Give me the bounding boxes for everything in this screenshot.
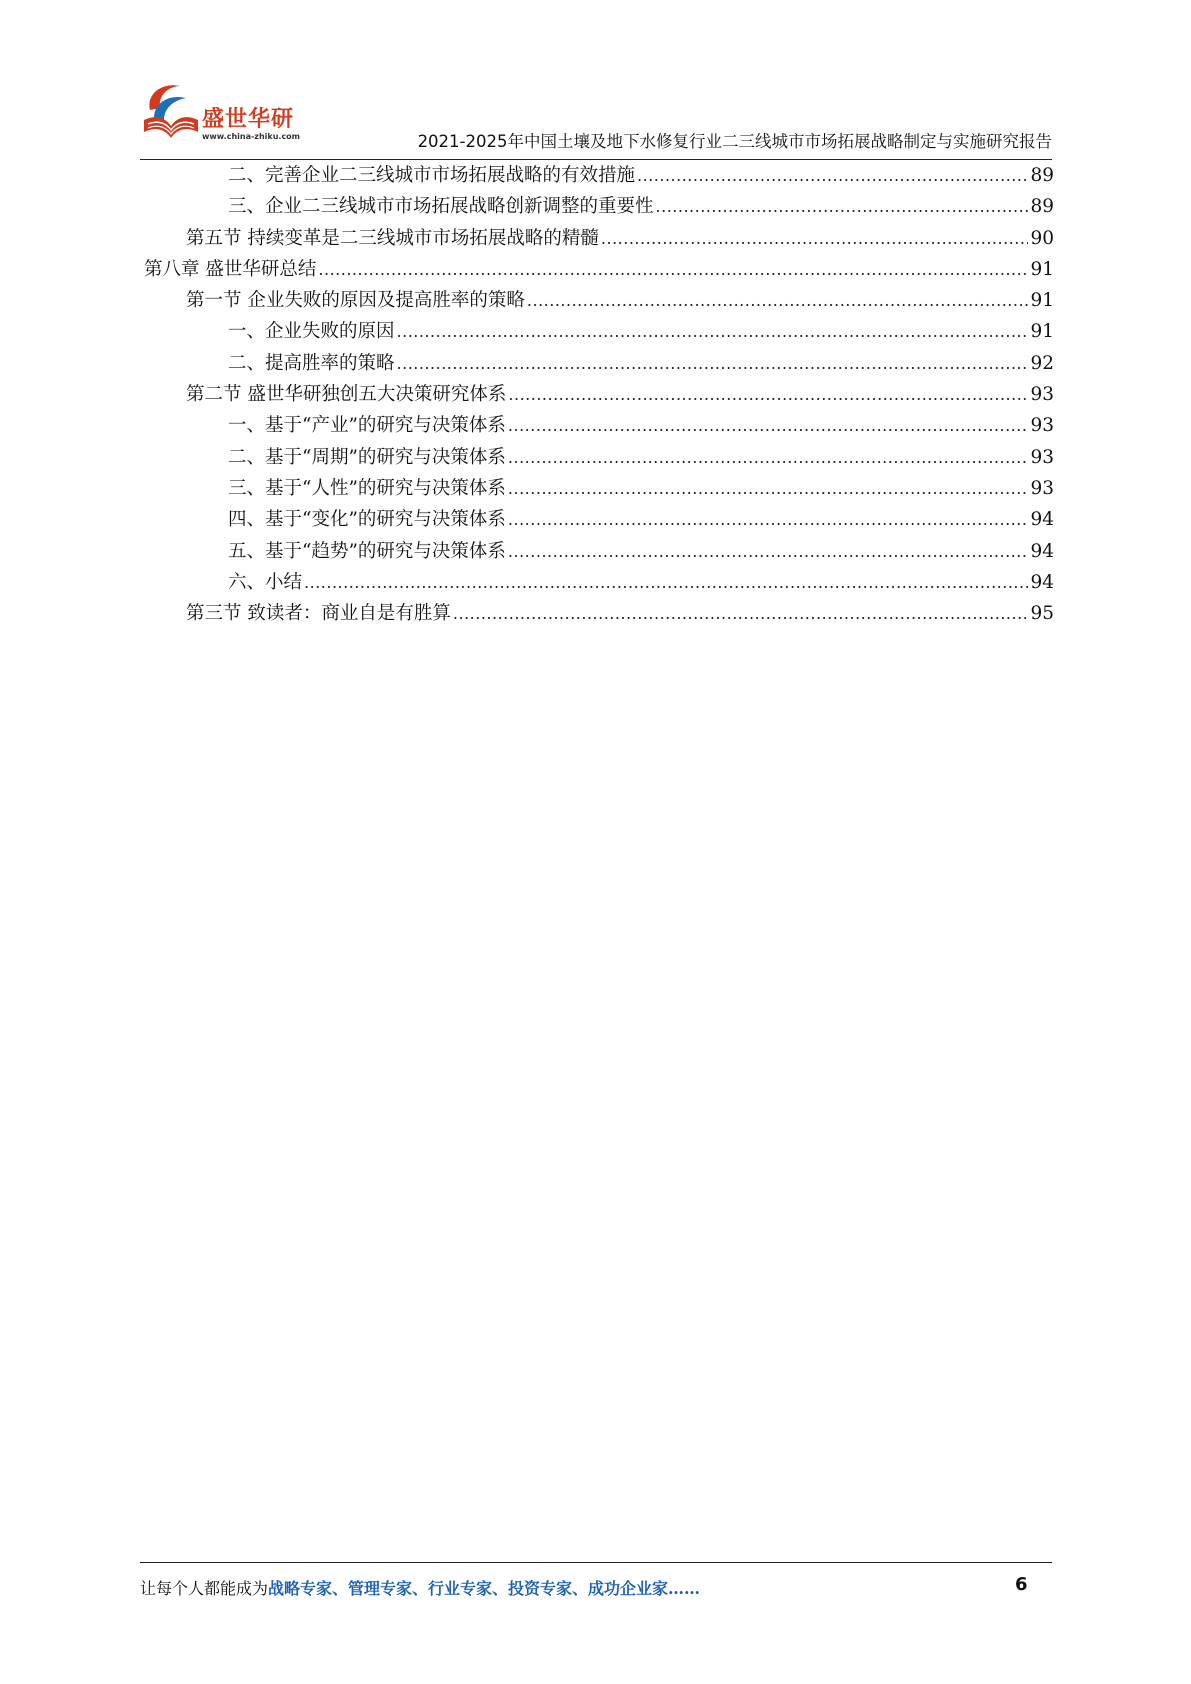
- toc-entry-title: 第二节 盛世华研独创五大决策研究体系: [186, 384, 507, 406]
- toc-entry-page: 94: [1030, 540, 1054, 562]
- toc-entry-page: 94: [1030, 571, 1054, 593]
- toc-entry-title: 一、基于“产业”的研究与决策体系: [228, 415, 506, 437]
- toc-entry-title: 二、完善企业二三线城市市场拓展战略的有效措施: [228, 165, 636, 186]
- toc-entry[interactable]: [144, 476, 1054, 507]
- book-swoosh-logo-icon: [140, 80, 202, 144]
- toc-entry-title: 第三节 致读者：商业自是有胜算: [186, 603, 451, 625]
- toc-entry-page: 91: [1030, 290, 1054, 312]
- toc-leader-dots: [397, 351, 1029, 377]
- toc-leader-dots: [601, 226, 1029, 252]
- toc-entry[interactable]: [144, 194, 1054, 225]
- toc-entry[interactable]: [144, 507, 1054, 538]
- toc-entry-title: 三、基于“人性”的研究与决策体系: [228, 477, 506, 499]
- toc-entry-page: 90: [1030, 227, 1054, 249]
- toc-entry-page: 91: [1030, 258, 1054, 280]
- toc-leader-dots: [508, 445, 1029, 471]
- toc-entry-title: 第一节 企业失败的原因及提高胜率的策略: [186, 290, 525, 312]
- toc-leader-dots: [508, 507, 1029, 533]
- toc-leader-dots: [508, 476, 1029, 502]
- toc-entry-title: 一、企业失败的原因: [228, 321, 395, 343]
- toc-entry-title: 五、基于“趋势”的研究与决策体系: [228, 540, 506, 562]
- toc-entry-page: 94: [1030, 509, 1054, 531]
- toc-leader-dots: [637, 163, 1028, 189]
- toc-entry-title: 六、小结: [228, 571, 303, 593]
- toc-entry-page: 95: [1030, 603, 1054, 625]
- toc-entry[interactable]: [144, 413, 1054, 444]
- toc-entry[interactable]: [144, 570, 1054, 601]
- toc-leader-dots: [508, 539, 1029, 565]
- toc-entry-page: 93: [1030, 446, 1054, 468]
- toc-entry[interactable]: [144, 539, 1054, 570]
- toc-entry-title: 二、基于“周期”的研究与决策体系: [228, 446, 506, 468]
- company-logo: [140, 80, 310, 150]
- footer-slogan-roles: 战略专家、管理专家、行业专家、投资专家、成功企业家……: [268, 1579, 701, 1598]
- toc-leader-dots: [318, 257, 1028, 283]
- page-number: 6: [1015, 1574, 1028, 1595]
- footer-slogan: [140, 1576, 700, 1599]
- toc-leader-dots: [656, 194, 1029, 220]
- toc-entry[interactable]: [144, 382, 1054, 413]
- toc-entry-page: 93: [1030, 384, 1054, 406]
- toc-entry-title: 三、企业二三线城市市场拓展战略创新调整的重要性: [228, 196, 654, 218]
- toc-leader-dots: [508, 413, 1029, 439]
- toc-leader-dots: [508, 382, 1028, 408]
- toc-entry-page: 91: [1030, 321, 1054, 343]
- toc-leader-dots: [527, 288, 1029, 314]
- toc-entry[interactable]: [144, 226, 1054, 257]
- footer-slogan-lead: 让每个人都能成为: [140, 1579, 269, 1598]
- logo-wordmark: 盛世华研: [202, 107, 295, 132]
- logo-url: www.china-zhiku.com: [202, 132, 301, 141]
- toc-entry-page: 89: [1030, 196, 1054, 218]
- table-of-contents: [144, 163, 1054, 632]
- toc-leader-dots: [453, 601, 1029, 627]
- toc-entry[interactable]: [144, 288, 1054, 319]
- toc-entry[interactable]: [144, 601, 1054, 632]
- toc-entry-title: 第五节 持续变革是二三线城市市场拓展战略的精髓: [186, 227, 599, 249]
- header-divider: [140, 159, 1052, 160]
- toc-entry[interactable]: [144, 445, 1054, 476]
- toc-entry-title: 第八章 盛世华研总结: [144, 258, 317, 280]
- toc-leader-dots: [304, 570, 1028, 596]
- toc-entry[interactable]: [144, 163, 1054, 194]
- toc-entry-page: 92: [1030, 352, 1054, 374]
- toc-entry-page: 89: [1030, 165, 1054, 186]
- report-title: 2021-2025年中国土壤及地下水修复行业二三线城市市场拓展战略制定与实施研究报告: [417, 132, 1052, 151]
- page-header: [140, 80, 1052, 164]
- toc-entry[interactable]: [144, 319, 1054, 350]
- toc-entry-title: 二、提高胜率的策略: [228, 352, 395, 374]
- toc-entry[interactable]: [144, 351, 1054, 382]
- footer-divider: [140, 1562, 1052, 1563]
- toc-entry-page: 93: [1030, 477, 1054, 499]
- toc-entry-title: 四、基于“变化”的研究与决策体系: [228, 509, 506, 531]
- toc-entry[interactable]: [144, 257, 1054, 288]
- toc-entry-page: 93: [1030, 415, 1054, 437]
- toc-leader-dots: [397, 319, 1029, 345]
